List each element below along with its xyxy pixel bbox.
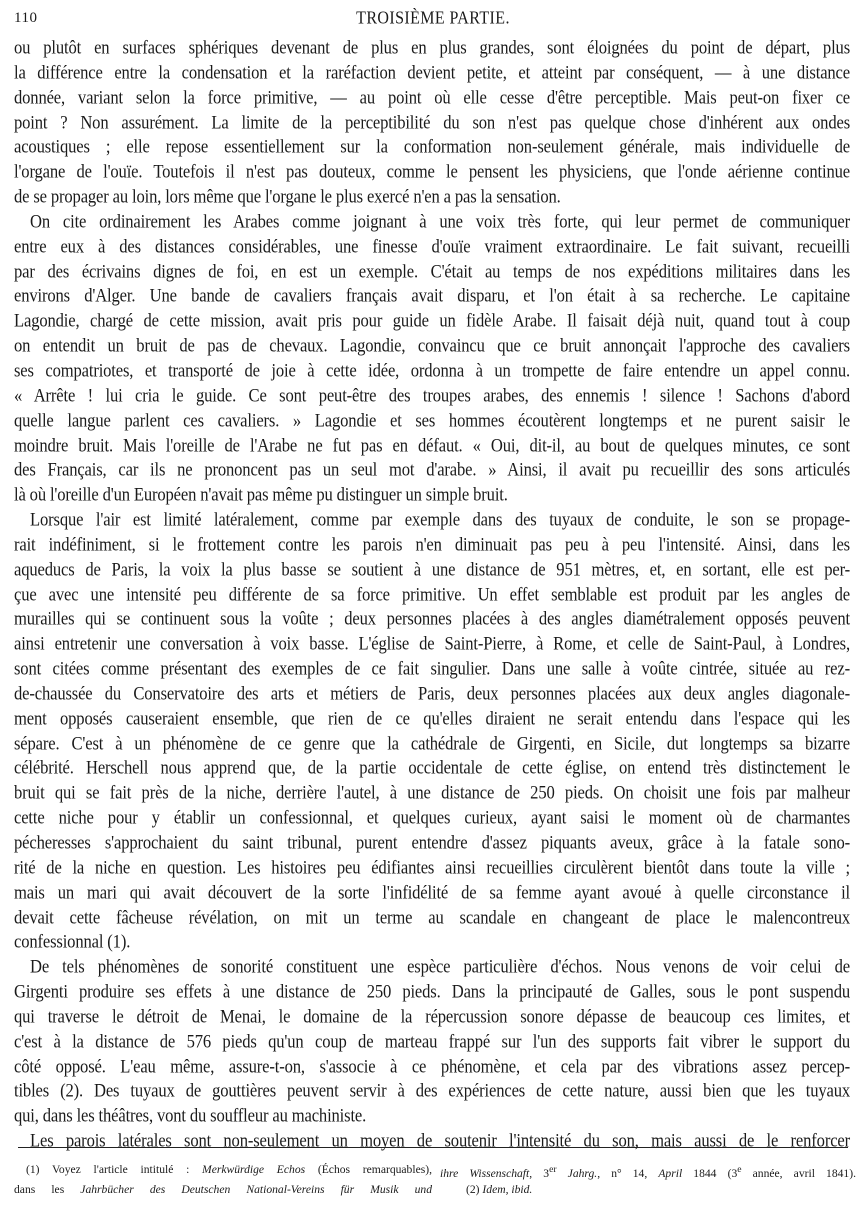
text-line: point ? Non assurément. La limite de la perceptibilité du son n'est pas quelque chose d'inhérent aux ondes <box>14 111 850 133</box>
text-line: Les parois latérales sont non-seulement un moyen de soutenir l'intensité du son, mais aussi de le renforcer <box>30 1129 850 1152</box>
text-line: de-chaussée du Conservatoire des arts et métiers de Paris, deux personnes placées aux deux angles diagonale- <box>14 682 850 704</box>
body-text <box>14 36 850 1154</box>
text-line: pécheresses s'approchaient du saint tribunal, purent entendre d'assez piquants aveux, grâce à la fatale sono- <box>14 831 850 854</box>
text-line: sépare. C'est à un phénomène de ce genre que la cathédrale de Girgenti, en Sicile, dut longtemps sa bizarre <box>14 732 850 754</box>
footnote-superscript: er <box>549 1164 557 1175</box>
footnote-reference: Idem, ibid. <box>482 1183 533 1196</box>
text-line: de se propager au loin, lors même que l'organe le plus exercé n'en a pas la sensation. <box>14 185 561 208</box>
text-line: sont citées comme présentant des exemples de ce fait singulier. Dans une salle à voûte cintrée, située au rez- <box>14 657 850 680</box>
text-line: environs d'Alger. Une bande de cavaliers français avait disparu, et l'on était à sa recherche. Le capitaine <box>14 285 850 307</box>
text-line: qui traverse le détroit de Menai, le domaine de la répercussion sonore dépasse de beaucoup ces limites, et <box>14 1005 850 1027</box>
footnote-divider <box>18 1147 848 1148</box>
text-line: murailles qui se continuent sous la voûte ; deux personnes placées à des angles diamétralement opposés peuvent <box>14 608 850 630</box>
text-line: par des écrivains dignes de foi, en est un exemple. C'était au temps de nos expéditions militaires dans les <box>14 260 850 282</box>
text-line: la différence entre la condensation et la raréfaction devient petite, et atteint par conséquent, — à une distance <box>14 61 850 83</box>
text-line: ainsi entretenir une conversation à voix basse. L'église de Saint-Pierre, à Rome, et celle de Saint-Paul, à Londres, <box>14 632 850 655</box>
text-line: rité de la niche en question. Les histoires peu édifiantes ainsi recueillies circulèrent bientôt dans toute la ville ; <box>14 856 850 878</box>
text-line: moindre bruit. Mais l'oreille de l'Arabe ne fut pas en défaut. « Oui, dit-il, au bout de quelques minutes, ce sont <box>14 434 850 456</box>
text-line: l'organe de l'ouïe. Toutefois il n'est pas douteux, comme le pensent les physiciens, que l'onde aérienne continue <box>14 160 850 183</box>
text-line: célébrité. Herschell nous apprend que, de la partie occidentale de cette église, on entend très distinctement le <box>14 757 850 779</box>
footnote-text: , n° 14, <box>597 1166 659 1180</box>
text-line: confessionnal (1). <box>14 931 131 953</box>
footnote-2 <box>440 1180 856 1200</box>
text-line: là où l'oreille d'un Européen n'avait pas même pu distinguer un simple bruit. <box>14 483 508 506</box>
text-line: ou plutôt en surfaces sphériques devenant de plus en plus grandes, sont éloignées du point de départ, plus <box>14 36 850 59</box>
footnote-superscript: e <box>737 1164 742 1175</box>
footnote-column-left <box>14 1160 432 1200</box>
text-line: on entendit un bruit de pas de chevaux. Lagondie, convaincu que ce bruit annonçait l'approche des cavaliers <box>14 334 850 357</box>
text-line: aqueducs de Paris, la voix la plus basse se soutient à une distance de 951 mètres, et, en sortant, elle est per- <box>14 558 850 580</box>
footnote-text: (2) <box>466 1183 483 1196</box>
text-line: mais un mari qui avait découvert de la sorte l'infidélité de sa femme ayant avoué à quelle circonstance il <box>14 881 850 903</box>
footnote-text: dans les <box>14 1183 81 1196</box>
text-line: donnée, variant selon la force primitive, — au point où elle cesse d'être perceptible. Mais peut-on fixer ce <box>14 86 850 108</box>
footnote-column-right <box>440 1160 856 1200</box>
footnote-1-line-3 <box>440 1160 856 1180</box>
footnote-1-line-2 <box>14 1180 432 1200</box>
footnote-text: (Échos remarquables), <box>305 1163 432 1176</box>
text-line: des Français, car ils ne prononcent pas un seul mot d'arabe. » Ainsi, il avait pu recueillir des sons articulés <box>14 459 850 481</box>
text-line: Lagondie, chargé de cette mission, avait pris pour guide un fidèle Arabe. Il faisait déjà nuit, quand tout à coup <box>14 310 850 332</box>
text-line: entre eux à des distances considérables, une finesse d'ouïe vraiment extraordinaire. Le fait suivant, recueilli <box>14 235 850 257</box>
footnote-title: Merkwürdige Echos <box>202 1163 306 1176</box>
text-line: c'est à la distance de 576 pieds qu'un coup de marteau frappé sur l'un des supports fait vibrer le support du <box>14 1030 850 1052</box>
text-line: Girgenti produire ses effets à une distance de 250 pieds. Dans la principauté de Galles, sous le pont suspendu <box>14 980 850 1003</box>
text-line: De tels phénomènes de sonorité constituent une espèce particulière d'échos. Nous venons de voir celui de <box>30 955 850 978</box>
text-line: devait cette fâcheuse révélation, on mit un terme au scandale en changeant de place le malencontreux <box>14 906 850 928</box>
footnote-text: (1) Voyez l'article intitulé : <box>26 1163 203 1176</box>
text-line: ses compatriotes, et transporté de joie à cette idée, ordonna à un trompette de faire entendre un appel connu. <box>14 359 850 381</box>
footnote-text: 1844 (3 <box>682 1166 738 1180</box>
text-line: cette niche pour y établir un confessionnal, et quelques curieux, ayant saisi le moment où de charmantes <box>14 806 850 829</box>
text-line: On cite ordinairement les Arabes comme joignant à une voix très forte, qui leur permet de communiquer <box>30 210 850 232</box>
text-line: ment opposés causeraient ensemble, que rien de ce qu'elles diraient ne serait entendu dans l'espace qui les <box>14 707 850 729</box>
footnote-text: Jahrg. <box>556 1166 598 1180</box>
footnote-text: , 3 <box>529 1166 550 1180</box>
footnote-publication: ihre Wissenschaft <box>440 1166 530 1180</box>
text-line: çue avec une intensité peu différente de sa force primitive. Un effet semblable est produit par les angles de <box>14 583 850 605</box>
footnote-text: année, avril 1841). <box>741 1166 856 1180</box>
page-header <box>14 10 852 32</box>
footnote-text: April <box>658 1166 683 1180</box>
footnote-publication: Jahrbücher des Deutschen National-Vereins für Musik und <box>80 1183 432 1196</box>
text-line: côté opposé. L'eau même, assure-t-on, s'associe à ce phénomène, et cela par des vibrations assez percep- <box>14 1055 850 1077</box>
text-line: « Arrête ! lui cria le guide. Ce sont peut-être des troupes arabes, des ennemis ! silence ! Sachons d'abord <box>14 384 850 406</box>
running-title: TROISIÈME PARTIE. <box>356 8 510 29</box>
text-line: qui, dans les théâtres, vont du souffleur au machiniste. <box>14 1105 367 1127</box>
text-line: acoustiques ; elle repose essentiellement sur la conformation non-seulement générale, mais individuelle de <box>14 136 850 158</box>
page-number: 110 <box>14 10 38 26</box>
text-line: Lorsque l'air est limité latéralement, comme par exemple dans des tuyaux de conduite, le son se propage- <box>30 508 850 531</box>
text-line: tibles (2). Des tuyaux de gouttières peuvent servir à des expériences de cette nature, aussi bien que les tuyaux <box>14 1080 850 1102</box>
footnote-1-line-1 <box>14 1160 432 1180</box>
text-line: rait indéfiniment, si le frottement contre les parois n'en diminuait pas peu à peu l'intensité. Ainsi, dans les <box>14 533 850 555</box>
text-line: bruit qui se fait près de la niche, derrière l'autel, à une distance de 250 pieds. On choisit une fois par malheur <box>14 782 850 804</box>
text-line: quelle langue parlent ces cavaliers. » Lagondie et ses hommes écoutèrent longtemps et ne purent saisir le <box>14 409 850 431</box>
